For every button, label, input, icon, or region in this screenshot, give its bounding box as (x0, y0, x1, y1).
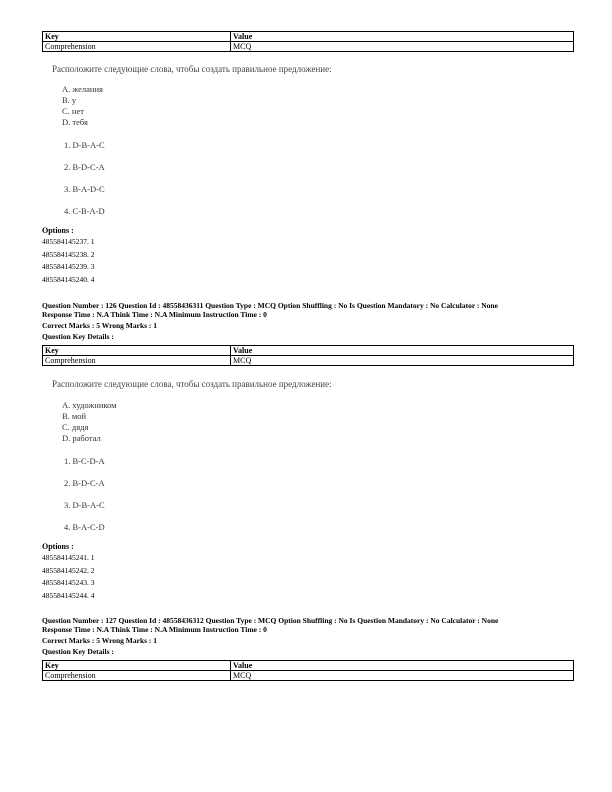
option-id: 485584145243. 3 (42, 578, 95, 587)
option-id: 485584145244. 4 (42, 590, 95, 600)
key-details-label: Question Key Details : (42, 647, 114, 656)
option-id-list (42, 236, 95, 286)
answer-option-3: 3. B-A-D-C (64, 184, 105, 194)
value-cell: MCQ (231, 356, 574, 366)
option-id: 485584145242. 2 (42, 565, 95, 575)
option-id-list (42, 552, 95, 602)
key-header: Key (43, 661, 231, 671)
key-cell: Comprehension (43, 42, 231, 52)
option-id: 485584145239. 3 (42, 262, 95, 271)
marks-line: Correct Marks : 5 Wrong Marks : 1 (42, 636, 158, 645)
answer-option-4: 4. B-A-C-D (64, 522, 105, 532)
answer-option-4: 4. C-B-A-D (64, 206, 105, 216)
key-details-label: Question Key Details : (42, 332, 114, 341)
question-meta-127 (42, 616, 582, 656)
options-label: Options : (42, 542, 74, 551)
question-prompt: Расположите следующие слова, чтобы создать правильное предложение: (52, 379, 332, 389)
value-header: Value (231, 661, 574, 671)
word-list (62, 84, 103, 128)
value-cell: MCQ (231, 42, 574, 52)
meta-line: Response Time : N.A Think Time : N.A Minimum Instruction Time : 0 (42, 625, 267, 634)
question-meta-126 (42, 301, 582, 341)
word-item: A. художником (62, 400, 117, 410)
key-header: Key (43, 32, 231, 42)
key-header: Key (43, 346, 231, 356)
answer-option-2: 2. B-D-C-A (64, 478, 105, 488)
word-item: C. дядя (62, 422, 89, 432)
word-item: B. мой (62, 411, 87, 421)
key-cell: Comprehension (43, 671, 231, 681)
option-id: 485584145238. 2 (42, 249, 95, 259)
marks-line: Correct Marks : 5 Wrong Marks : 1 (42, 321, 158, 330)
key-value-table-127 (42, 660, 574, 681)
word-item: D. работал (62, 433, 101, 443)
meta-line: Response Time : N.A Think Time : N.A Minimum Instruction Time : 0 (42, 310, 267, 319)
value-header: Value (231, 32, 574, 42)
value-cell: MCQ (231, 671, 574, 681)
answer-option-3: 3. D-B-A-C (64, 500, 105, 510)
value-header: Value (231, 346, 574, 356)
word-item: D. тебя (62, 117, 88, 127)
key-value-table-126 (42, 345, 574, 366)
options-label: Options : (42, 226, 74, 235)
word-item: B. у (62, 95, 77, 105)
meta-line: Question Number : 126 Question Id : 48558436311 Question Type : MCQ Option Shuffling : No Is Question Mandatory : No Calculator : None (42, 301, 498, 310)
word-item: A. желания (62, 84, 103, 94)
answer-option-1: 1. B-C-D-A (64, 456, 105, 466)
option-id: 485584145241. 1 (42, 553, 95, 562)
key-value-table-1 (42, 31, 574, 52)
meta-line: Question Number : 127 Question Id : 48558436312 Question Type : MCQ Option Shuffling : No Is Question Mandatory : No Calculator : None (42, 616, 499, 625)
answer-option-2: 2. B-D-C-A (64, 162, 105, 172)
question-prompt: Расположите следующие слова, чтобы создать правильное предложение: (52, 64, 332, 74)
word-list (62, 400, 117, 444)
answer-option-1: 1. D-B-A-C (64, 140, 105, 150)
option-id: 485584145240. 4 (42, 274, 95, 284)
word-item: C. нет (62, 106, 84, 116)
option-id: 485584145237. 1 (42, 237, 95, 246)
key-cell: Comprehension (43, 356, 231, 366)
